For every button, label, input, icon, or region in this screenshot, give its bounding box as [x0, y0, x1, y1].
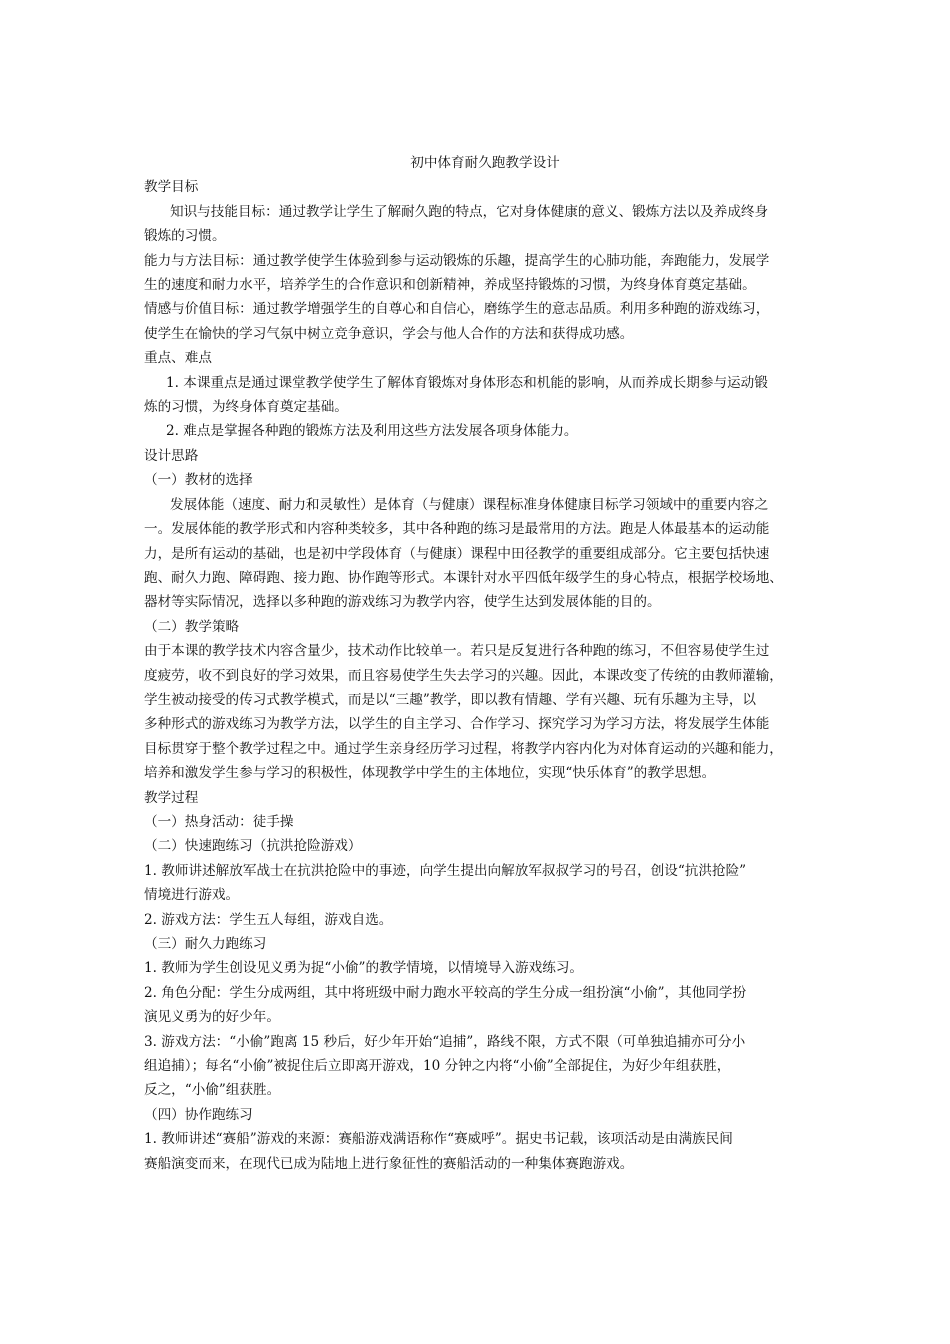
paragraph-line: 器材等实际情况，选择以多种跑的游戏练习为教学内容，使学生达到发展体能的目的。 — [144, 594, 661, 611]
section-heading: 重点、难点 — [144, 350, 212, 367]
paragraph-line: 度疲劳，收不到良好的学习效果，而且容易使学生失去学习的兴趣。因此，本课改变了传统的由教师灌输， — [144, 667, 783, 684]
subsection-heading: （一）热身活动：徒手操 — [144, 813, 294, 830]
paragraph-line: 培养和激发学生参与学习的积极性，体现教学中学生的主体地位，实现“快乐体育”的教学思想。 — [144, 765, 716, 782]
paragraph-line: 演见义勇为的好少年。 — [144, 1009, 280, 1026]
section-heading: 设计思路 — [144, 447, 199, 464]
paragraph-line: 学生被动接受的传习式教学模式，而是以“三趣”教学，即以教有情趣、学有兴趣、玩有乐趣为主导，以 — [144, 691, 757, 708]
section-heading: 教学过程 — [144, 789, 199, 806]
paragraph-line: 炼的习惯，为终身体育奠定基础。 — [144, 399, 348, 416]
paragraph-line: 组追捕）；每名“小偷”被捉住后立即离开游戏，10 分钟之内将“小偷”全部捉住，为好少年组获胜， — [144, 1058, 731, 1075]
document-title: 初中体育耐久跑教学设计 — [410, 155, 560, 171]
paragraph-line: 目标贯穿于整个教学过程之中。通过学生亲身经历学习过程，将教学内容内化为对体育运动的兴趣和能力， — [144, 740, 783, 757]
paragraph-line: 反之，“小偷”组获胜。 — [144, 1082, 281, 1099]
subsection-heading: （二）快速跑练习（抗洪抢险游戏） — [144, 838, 362, 855]
numbered-item: 2. 角色分配：学生分成两组，其中将班级中耐力跑水平较高的学生分成一组扮演“小偷”，其他同学扮 — [144, 984, 747, 1001]
paragraph-line: 情感与价值目标：通过教学增强学生的自尊心和自信心，磨练学生的意志品质。利用多种跑的游戏练习， — [144, 301, 770, 318]
subsection-heading: （二）教学策略 — [144, 618, 240, 635]
paragraph-line: 一。发展体能的教学形式和内容种类较多，其中各种跑的练习是最常用的方法。跑是人体最基本的运动能 — [144, 521, 770, 538]
subsection-heading: （四）协作跑练习 — [144, 1106, 253, 1123]
numbered-item: 1. 教师讲述“赛船”游戏的来源：赛船游戏满语称作“赛威呼”。据史书记载，该项活动是由满族民间 — [144, 1131, 733, 1148]
paragraph-line: 生的速度和耐力水平，培养学生的合作意识和创新精神，养成坚持锻炼的习惯，为终身体育奠定基础。 — [144, 277, 756, 294]
paragraph-line: 跑、耐久力跑、障碍跑、接力跑、协作跑等形式。本课针对水平四低年级学生的身心特点，根据学校场地、 — [144, 569, 783, 586]
paragraph-line: 使学生在愉快的学习气氛中树立竞争意识，学会与他人合作的方法和获得成功感。 — [144, 325, 634, 342]
numbered-item: 3. 游戏方法：“小偷”跑离 15 秒后，好少年开始“追捕”，路线不限，方式不限（可单独追捕亦可分小 — [144, 1033, 746, 1050]
document-body — [144, 151, 806, 1176]
numbered-item: 1. 本课重点是通过课堂教学使学生了解体育锻炼对身体形态和机能的影响，从而养成长期参与运动锻 — [166, 374, 768, 391]
numbered-item: 1. 教师为学生创设见义勇为捉“小偷”的教学情境，以情境导入游戏练习。 — [144, 960, 584, 977]
paragraph-line: 由于本课的教学技术内容含量少，技术动作比较单一。若只是反复进行各种跑的练习，不但容易使学生过 — [144, 643, 770, 660]
numbered-item: 1. 教师讲述解放军战士在抗洪抢险中的事迹，向学生提出向解放军叔叔学习的号召，创设“抗洪抢险” — [144, 862, 747, 879]
paragraph-line: 能力与方法目标：通过教学使学生体验到参与运动锻炼的乐趣，提高学生的心肺功能，奔跑能力，发展学 — [144, 252, 770, 269]
paragraph-line: 知识与技能目标：通过教学让学生了解耐久跑的特点，它对身体健康的意义、锻炼方法以及养成终身 — [170, 203, 769, 220]
subsection-heading: （三）耐久力跑练习 — [144, 936, 267, 952]
paragraph-line: 赛船演变而来，在现代已成为陆地上进行象征性的赛船活动的一种集体赛跑游戏。 — [144, 1155, 634, 1172]
paragraph-line: 发展体能（速度、耐力和灵敏性）是体育（与健康）课程标准身体健康目标学习领域中的重要内容之 — [170, 496, 769, 513]
subsection-heading: （一）教材的选择 — [144, 472, 253, 489]
paragraph-line: 锻炼的习惯。 — [144, 228, 226, 245]
numbered-item: 2. 游戏方法：学生五人每组，游戏自选。 — [144, 911, 393, 928]
section-heading: 教学目标 — [144, 179, 199, 196]
paragraph-line: 情境进行游戏。 — [144, 887, 240, 904]
paragraph-line: 多种形式的游戏练习为教学方法，以学生的自主学习、合作学习、探究学习为学习方法，将发展学生体能 — [144, 716, 770, 733]
numbered-item: 2. 难点是掌握各种跑的锻炼方法及利用这些方法发展各项身体能力。 — [166, 423, 578, 440]
paragraph-line: 力，是所有运动的基础，也是初中学段体育（与健康）课程中田径教学的重要组成部分。它主要包括快速 — [144, 545, 770, 562]
